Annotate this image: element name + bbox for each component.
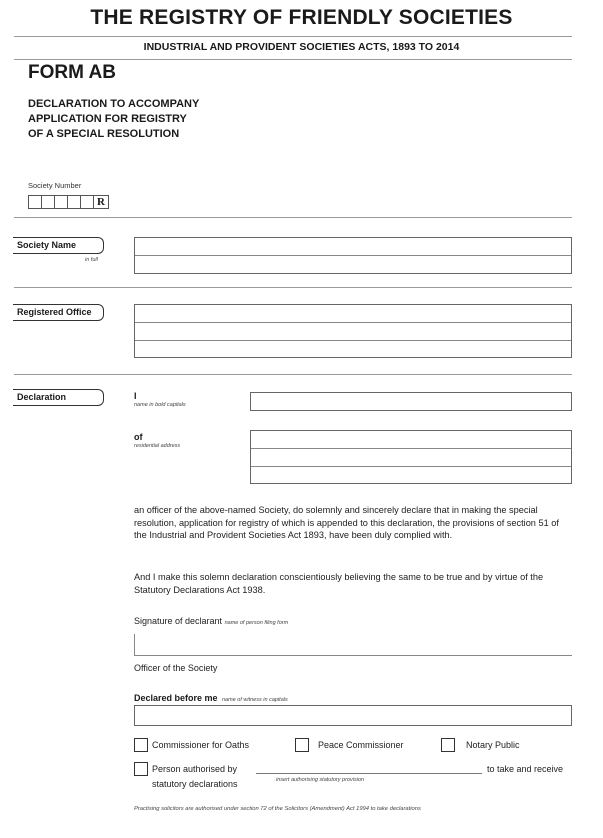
peace-commissioner-checkbox[interactable] [295, 738, 309, 752]
commissioner-label: Commissioner for Oaths [152, 740, 250, 750]
commissioner-checkbox[interactable] [134, 738, 148, 752]
provision-note: insert authorising statutory provision [276, 777, 365, 783]
authorised-person-checkbox[interactable] [134, 762, 148, 776]
divider [14, 374, 572, 375]
society-number-cell[interactable] [28, 195, 42, 209]
authorised-label-line2: statutory declarations [152, 779, 238, 789]
registered-office-line[interactable] [135, 341, 571, 357]
society-name-tab: Society Name [13, 237, 104, 254]
address-line[interactable] [251, 449, 571, 467]
declared-before-note: name of witness in capitals [222, 697, 288, 703]
society-name-line[interactable] [135, 256, 571, 273]
notary-label: Notary Public [466, 740, 520, 750]
registered-office-line[interactable] [135, 305, 571, 323]
society-name-field[interactable] [134, 237, 572, 274]
society-number-suffix: R [93, 195, 109, 209]
declaration-tab: Declaration [13, 389, 104, 406]
signature-label: Signature of declarant [134, 616, 223, 626]
residential-address-field[interactable] [250, 430, 572, 484]
form-title: THE REGISTRY OF FRIENDLY SOCIETIES [90, 6, 513, 29]
divider [14, 287, 572, 288]
registered-office-line[interactable] [135, 323, 571, 341]
declaration-heading [28, 97, 199, 142]
residential-address-note: residential address [134, 443, 181, 449]
declaration-heading-line: OF A SPECIAL RESOLUTION [28, 128, 180, 140]
signature-field[interactable] [134, 634, 572, 656]
notary-checkbox[interactable] [441, 738, 455, 752]
declaration-paragraph: an officer of the above-named Society, do solemnly and sincerely declare that in making the special resolution, application for registry of which is appended to this declaration, the provisions of section 51 of the Industrial and Provident Societies Act 1893, have been duly complied with. [134, 505, 559, 540]
address-line[interactable] [251, 431, 571, 449]
registered-office-field[interactable] [134, 304, 572, 358]
divider [14, 36, 572, 37]
society-number-label: Society Number [28, 181, 82, 190]
signature-note: name of person filing form [224, 620, 289, 626]
divider [14, 59, 572, 60]
registered-office-tab: Registered Office [13, 304, 104, 321]
declarant-name-note: name in bold capitals [134, 402, 186, 408]
declarant-i-label: I [134, 391, 137, 401]
witness-name-field[interactable] [134, 705, 572, 726]
declared-before-label: Declared before me [134, 693, 218, 703]
declared-before-row [134, 688, 288, 706]
declarant-name-field[interactable] [250, 392, 572, 411]
statutory-paragraph: And I make this solemn declaration conscientiously believing the same to be true and by virtue of the Statutory Declarations Act 1938. [134, 572, 544, 595]
address-line[interactable] [251, 467, 571, 483]
form-name: FORM AB [28, 62, 116, 83]
society-number-cell[interactable] [41, 195, 55, 209]
divider [14, 217, 572, 218]
authorised-label-line1: Person authorised by [152, 764, 238, 774]
footer-note: Practising solicitors are authorised under section 72 of the Solicitors (Amendment) Act 1994 to take declarations [134, 806, 421, 812]
officer-label: Officer of the Society [134, 663, 218, 673]
society-number-cell[interactable] [80, 195, 94, 209]
society-number-field[interactable] [28, 195, 109, 209]
declaration-heading-line: DECLARATION TO ACCOMPANY [28, 98, 200, 110]
society-number-cell[interactable] [67, 195, 81, 209]
declaration-heading-line: APPLICATION FOR REGISTRY [28, 113, 187, 125]
declarant-of-label: of [134, 432, 143, 442]
form-subtitle: INDUSTRIAL AND PROVIDENT SOCIETIES ACTS, 1893 TO 2014 [143, 41, 460, 53]
take-receive-label: to take and receive [487, 764, 564, 774]
society-number-cell[interactable] [54, 195, 68, 209]
peace-commissioner-label: Peace Commissioner [318, 740, 404, 750]
society-name-note: in full [85, 257, 98, 263]
provision-field[interactable] [256, 773, 482, 774]
society-name-line[interactable] [135, 238, 571, 256]
signature-label-row [134, 616, 288, 626]
